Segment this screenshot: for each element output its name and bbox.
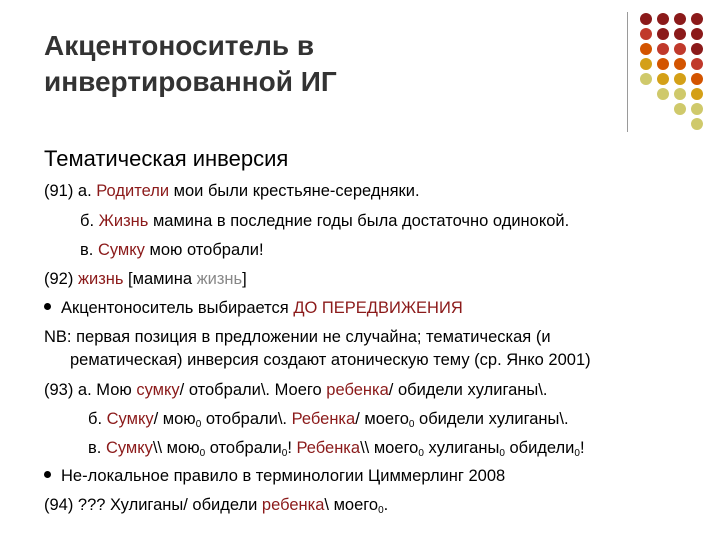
text-segment: \\ мою xyxy=(152,439,200,457)
decorative-dot xyxy=(640,13,652,25)
text-segment: ] xyxy=(242,270,247,288)
decorative-dot xyxy=(674,43,686,55)
highlighted-word: ребенка xyxy=(326,381,389,399)
decorative-dot xyxy=(657,28,669,40)
title-line-2: инвертированной ИГ xyxy=(44,66,337,97)
text-segment: Не-локальное правило в терминологии Циммерлинг 2008 xyxy=(61,467,506,485)
decorative-dot xyxy=(674,58,686,70)
decorative-dot xyxy=(640,28,652,40)
text-segment: обидели xyxy=(504,439,575,457)
decorative-dot xyxy=(674,13,686,25)
bullet-icon xyxy=(44,471,51,478)
bullet-item xyxy=(44,466,505,486)
text-segment: б. xyxy=(88,410,107,428)
decorative-dot xyxy=(640,43,652,55)
decorative-dot xyxy=(640,73,652,85)
subscript: 0 xyxy=(499,448,505,459)
text-segment: в. xyxy=(80,241,98,259)
text-segment: NB: первая позиция в предложении не случайна; тематическая (и xyxy=(44,328,551,346)
text-segment: отобрали\. xyxy=(201,410,292,428)
decorative-dot xyxy=(691,28,703,40)
text-segment: / отобрали\. Моего xyxy=(179,381,327,399)
text-segment: \ моего xyxy=(324,496,379,514)
decorative-dot xyxy=(691,43,703,55)
text-segment: мою отобрали! xyxy=(144,241,264,259)
highlighted-word: Сумку xyxy=(105,439,153,457)
decorative-dot xyxy=(691,118,703,130)
highlighted-word: Родители xyxy=(96,182,170,200)
highlighted-word: Ребенка xyxy=(291,410,356,428)
decorative-dot xyxy=(691,13,703,25)
text-segment: хулиганы xyxy=(423,439,500,457)
text-segment: ! xyxy=(579,439,585,457)
decorative-dot xyxy=(691,73,703,85)
highlighted-word: сумку xyxy=(136,381,180,399)
note-line xyxy=(70,350,591,370)
text-segment: (93) а. Мою xyxy=(44,381,137,399)
subscript: 0 xyxy=(199,448,206,459)
decorative-dot xyxy=(674,88,686,100)
title-line-1: Акцентоноситель в xyxy=(44,30,315,61)
decorative-dot xyxy=(657,13,669,25)
highlighted-word: Ребенка xyxy=(296,439,361,457)
decorative-dot xyxy=(674,73,686,85)
decorative-dot xyxy=(657,58,669,70)
decorative-dot xyxy=(657,73,669,85)
decorative-dot xyxy=(657,43,669,55)
decorative-dot xyxy=(657,88,669,100)
text-segment: (92) xyxy=(44,270,78,288)
text-segment: . xyxy=(383,496,389,514)
decorative-dot xyxy=(691,88,703,100)
note-line xyxy=(44,327,551,347)
text-segment: рематическая) инверсия создают атоническую тему (ср. Янко 2001) xyxy=(70,351,591,369)
decorative-dot xyxy=(691,103,703,115)
text-segment: мамина в последние годы была достаточно одинокой. xyxy=(148,212,570,230)
subscript: 0 xyxy=(195,419,202,430)
text-segment: / обидели хулиганы\. xyxy=(388,381,548,399)
bullet-icon xyxy=(44,303,51,310)
subscript: 0 xyxy=(418,448,424,459)
example-line xyxy=(44,181,420,201)
text-segment: в. xyxy=(88,439,106,457)
highlighted-word: жизнь xyxy=(77,270,124,288)
subscript: 0 xyxy=(408,419,415,430)
highlighted-word: Сумку xyxy=(97,241,145,259)
text-segment: / моего xyxy=(355,410,409,428)
decorative-dot xyxy=(674,28,686,40)
text-segment: отобрали xyxy=(205,439,282,457)
highlighted-word: ДО ПЕРЕДВИЖЕНИЯ xyxy=(293,299,463,317)
decorative-dot xyxy=(674,103,686,115)
text-segment: \\ моего xyxy=(360,439,419,457)
example-line xyxy=(80,240,264,260)
text-segment: [мамина xyxy=(123,270,197,288)
subscript: 0 xyxy=(574,448,580,459)
decorative-dot xyxy=(640,58,652,70)
highlighted-word: Сумку xyxy=(106,410,154,428)
highlighted-word: жизнь xyxy=(196,270,243,288)
text-segment: б. xyxy=(80,212,99,230)
slide-title xyxy=(44,28,604,100)
bullet-item xyxy=(44,298,463,318)
text-segment: / мою xyxy=(153,410,196,428)
subscript: 0 xyxy=(281,448,288,459)
text-segment: (94) ??? Хулиганы/ обидели xyxy=(44,496,262,514)
text-segment: ! xyxy=(287,439,297,457)
decorative-dot xyxy=(691,58,703,70)
example-line xyxy=(88,438,585,458)
example-line xyxy=(80,211,569,231)
example-line xyxy=(88,409,569,429)
highlighted-word: ребенка xyxy=(261,496,325,514)
highlighted-word: Жизнь xyxy=(98,212,149,230)
text-segment: обидели хулиганы\. xyxy=(414,410,569,428)
text-segment: (91) а. xyxy=(44,182,97,200)
subscript: 0 xyxy=(378,505,384,516)
example-line xyxy=(44,380,547,400)
text-segment: Акцентоноситель выбирается xyxy=(61,299,294,317)
text-segment: мои были крестьяне-середняки. xyxy=(169,182,420,200)
example-line xyxy=(44,495,388,515)
section-heading: Тематическая инверсия xyxy=(44,146,289,171)
decorative-dot-grid xyxy=(640,13,720,133)
decorative-divider xyxy=(627,12,628,132)
example-line xyxy=(44,269,247,289)
